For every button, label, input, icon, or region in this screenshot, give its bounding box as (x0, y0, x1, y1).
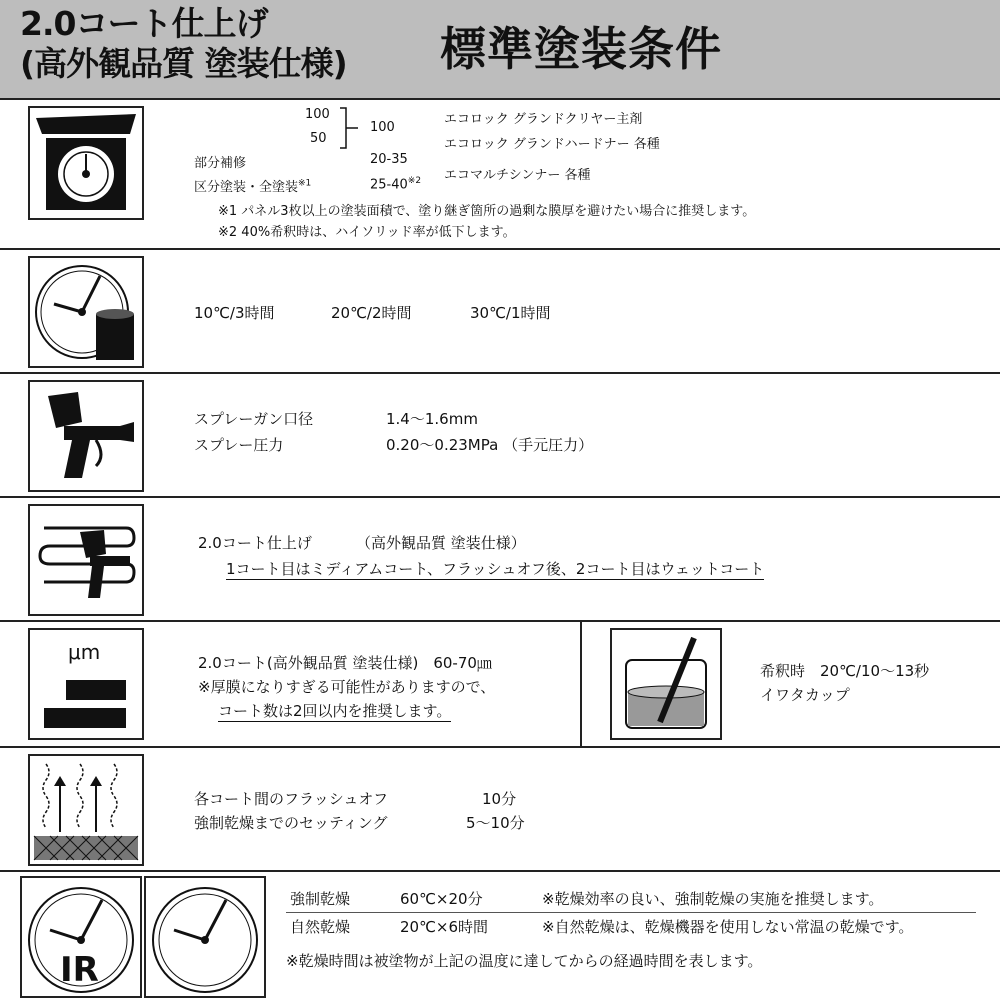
full-value-mark: ※2 (407, 176, 422, 186)
flash-label-2: 強制乾燥までのセッティング (194, 814, 388, 832)
ratio-a: 100 (305, 107, 330, 122)
mixing-section (0, 100, 1000, 250)
full-label-text: 区分塗装・全塗装 (194, 180, 299, 195)
header-title-line1: 2.0コート仕上げ (20, 4, 268, 43)
evaporation-icon (28, 754, 144, 866)
product-b: エコロック グランドハードナー 各種 (444, 137, 660, 152)
full-value (370, 176, 421, 192)
film-warning-1: ※厚膜になりすぎる可能性がありますので、 (198, 678, 496, 696)
film-spec: 2.0コート(高外観品質 塗装仕様) 60-70㎛ (198, 654, 492, 672)
mixing-note-1: ※1 パネル3枚以上の塗装面積で、塗り継ぎ箇所の過剰な膜厚を避けたい場合に推奨します。 (218, 204, 756, 219)
partial-label: 部分補修 (194, 156, 247, 171)
film-section (0, 622, 1000, 748)
natural-dry-note: ※自然乾燥は、乾燥機器を使用しない常温の乾燥です。 (542, 918, 914, 936)
full-label-mark: ※1 (298, 178, 312, 189)
scale-icon (28, 106, 144, 220)
coats-title: 2.0コート仕上げ (198, 534, 312, 552)
viscosity-line-2: イワタカップ (760, 686, 850, 704)
viscosity-line-1: 希釈時 20℃/10〜13秒 (760, 662, 930, 680)
flash-value-2: 5〜10分 (466, 814, 525, 832)
pressure-value: 0.20〜0.23MPa （手元圧力） (386, 436, 594, 454)
flash-value-1: 10分 (482, 790, 517, 808)
full-label (194, 176, 311, 195)
potlife-10c: 10℃/3時間 (194, 304, 275, 322)
partial-value: 20-35 (370, 152, 408, 167)
thinner-label: エコマルチシンナー 各種 (444, 168, 591, 183)
header-main-title: 標準塗装条件 (440, 22, 722, 76)
film-unit-label: μm (68, 640, 101, 664)
page-header (0, 0, 1000, 100)
spray-section (0, 374, 1000, 498)
ratio-sum: 100 (370, 120, 395, 135)
ir-clock-icon (20, 876, 142, 998)
potlife-20c: 20℃/2時間 (331, 304, 412, 322)
flash-section (0, 748, 1000, 872)
mixing-note-2: ※2 40%希釈時は、ハイソリッド率が低下します。 (218, 225, 516, 240)
forced-dry-label: 強制乾燥 (290, 890, 351, 908)
film-divider (580, 620, 582, 747)
drying-section (0, 872, 1000, 1000)
clock-can-icon (28, 256, 144, 368)
spray-pattern-icon (28, 504, 144, 616)
coats-section (0, 498, 1000, 622)
drying-footnote: ※乾燥時間は被塗物が上記の温度に達してからの経過時間を表します。 (286, 952, 763, 970)
ratio-bracket (338, 106, 360, 150)
film-thickness-icon (28, 628, 144, 740)
forced-dry-condition: 60℃×20分 (400, 890, 483, 908)
drying-row-divider (286, 912, 976, 913)
natural-dry-condition: 20℃×6時間 (400, 918, 489, 936)
spray-gun-icon (28, 380, 144, 492)
header-title (20, 4, 347, 84)
natural-dry-label: 自然乾燥 (290, 918, 351, 936)
clock-icon (144, 876, 266, 998)
nozzle-label: スプレーガン口径 (194, 410, 314, 428)
pressure-label: スプレー圧力 (194, 436, 284, 454)
viscosity-cup-icon (610, 628, 722, 740)
potlife-section (0, 250, 1000, 374)
full-value-text: 25-40 (370, 177, 408, 193)
potlife-30c: 30℃/1時間 (470, 304, 551, 322)
ratio-b: 50 (310, 131, 327, 146)
product-a: エコロック グランドクリヤー主剤 (444, 112, 643, 127)
forced-dry-note: ※乾燥効率の良い、強制乾燥の実施を推奨します。 (542, 890, 884, 908)
flash-label-1: 各コート間のフラッシュオフ (194, 790, 388, 808)
header-title-line2: (高外観品質 塗装仕様) (20, 44, 347, 83)
film-warning-2: コート数は2回以内を推奨します。 (218, 702, 452, 720)
ir-label: IR (60, 950, 99, 990)
nozzle-value: 1.4〜1.6mm (386, 410, 478, 428)
coats-detail: 1コート目はミディアムコート、フラッシュオフ後、2コート目はウェットコート (226, 560, 765, 578)
coats-subtitle: （高外観品質 塗装仕様） (356, 534, 526, 552)
